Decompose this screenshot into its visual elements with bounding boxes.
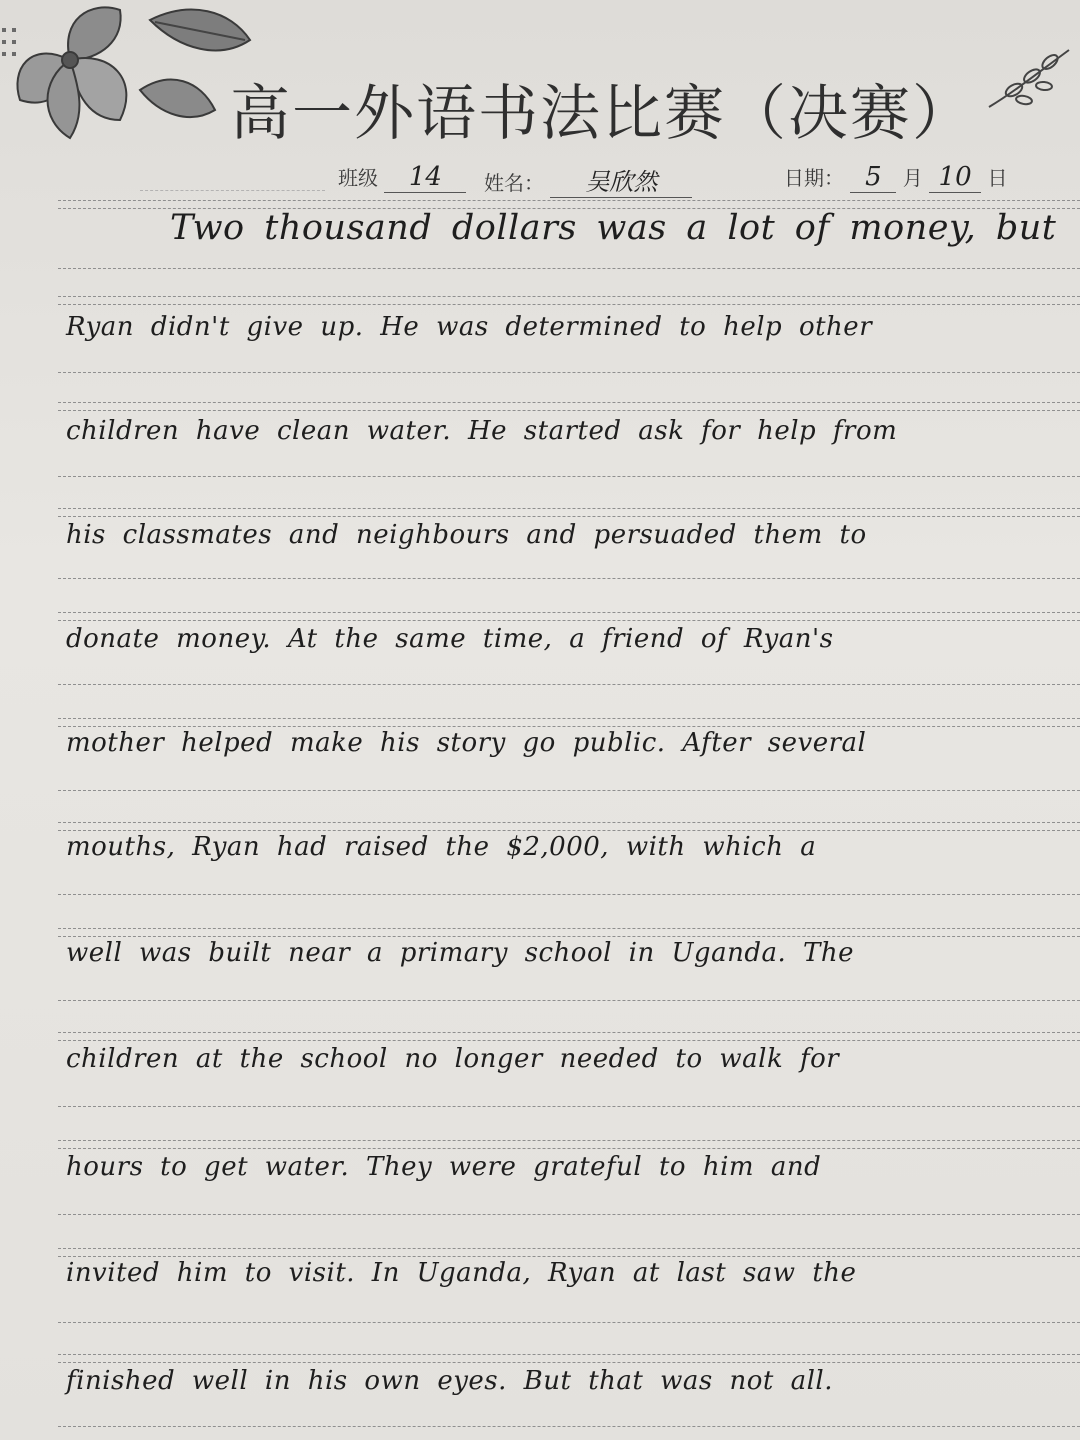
essay-line: children have clean water. He started ask for help from [66,416,898,446]
ruled-line [58,268,1080,269]
month-value: 5 [850,162,896,193]
page-title: 高一外语书法比赛（决赛） [230,79,974,149]
month-unit: 月 [902,166,923,190]
ruled-line [58,790,1080,791]
essay-line: mouths, Ryan had raised the $2,000, with which a [66,832,817,862]
date-field [784,162,1007,196]
ruled-line [58,684,1080,685]
ruled-line [58,372,1080,373]
ruled-line [58,508,1080,509]
ruled-line [58,1032,1080,1033]
ruled-line [58,304,1080,305]
essay-line: invited him to visit. In Uganda, Ryan at last saw the [66,1258,857,1288]
ruled-line [58,410,1080,411]
essay-line: well was built near a primary school in Uganda. The [66,938,854,968]
ruled-line [58,928,1080,929]
ruled-line [58,726,1080,727]
ruled-line [58,476,1080,477]
ruled-line [58,830,1080,831]
ruled-line [58,718,1080,719]
essay-line: finished well in his own eyes. But that was not all. [66,1366,834,1396]
ruled-line [58,620,1080,621]
ruled-line [58,1248,1080,1249]
day-value: 10 [929,162,981,193]
essay-line: mother helped make his story go public. After several [66,728,867,758]
ruled-line [58,1140,1080,1141]
name-field [484,162,692,196]
ruled-line [58,1106,1080,1107]
ruled-line [58,1322,1080,1323]
ruled-line [58,1040,1080,1041]
class-label: 班级 [338,166,378,190]
ruled-line [58,402,1080,403]
ruled-line [58,936,1080,937]
name-label: 姓名： [484,171,544,195]
ruled-line [58,894,1080,895]
ruled-line [58,612,1080,613]
date-label: 日期： [784,166,844,190]
ruled-line [58,516,1080,517]
ruled-line [58,1256,1080,1257]
ruled-line [58,1362,1080,1363]
ruled-line [58,1148,1080,1149]
class-value: 14 [384,162,466,193]
name-value: 吴欣然 [550,162,692,198]
day-unit: 日 [987,166,1008,190]
ruled-line [58,200,1080,201]
flower-icon [0,0,260,140]
ruled-line [58,1000,1080,1001]
essay-line: children at the school no longer needed to walk for [66,1044,840,1074]
essay-line: his classmates and neighbours and persuaded them to [66,520,867,550]
ruled-line [58,296,1080,297]
ruled-line [58,1354,1080,1355]
essay-line: Ryan didn't give up. He was determined to help other [66,312,873,342]
essay-line: hours to get water. They were grateful to him and [66,1152,822,1182]
class-field [338,162,466,196]
essay-line: donate money. At the same time, a friend of Ryan's [66,624,834,654]
ruled-line [58,822,1080,823]
erased-mark [140,170,325,191]
ruled-line [58,1426,1080,1427]
essay-line: Two thousand dollars was a lot of money, but [170,208,1057,248]
ruled-line [58,1214,1080,1215]
ruled-line [58,578,1080,579]
